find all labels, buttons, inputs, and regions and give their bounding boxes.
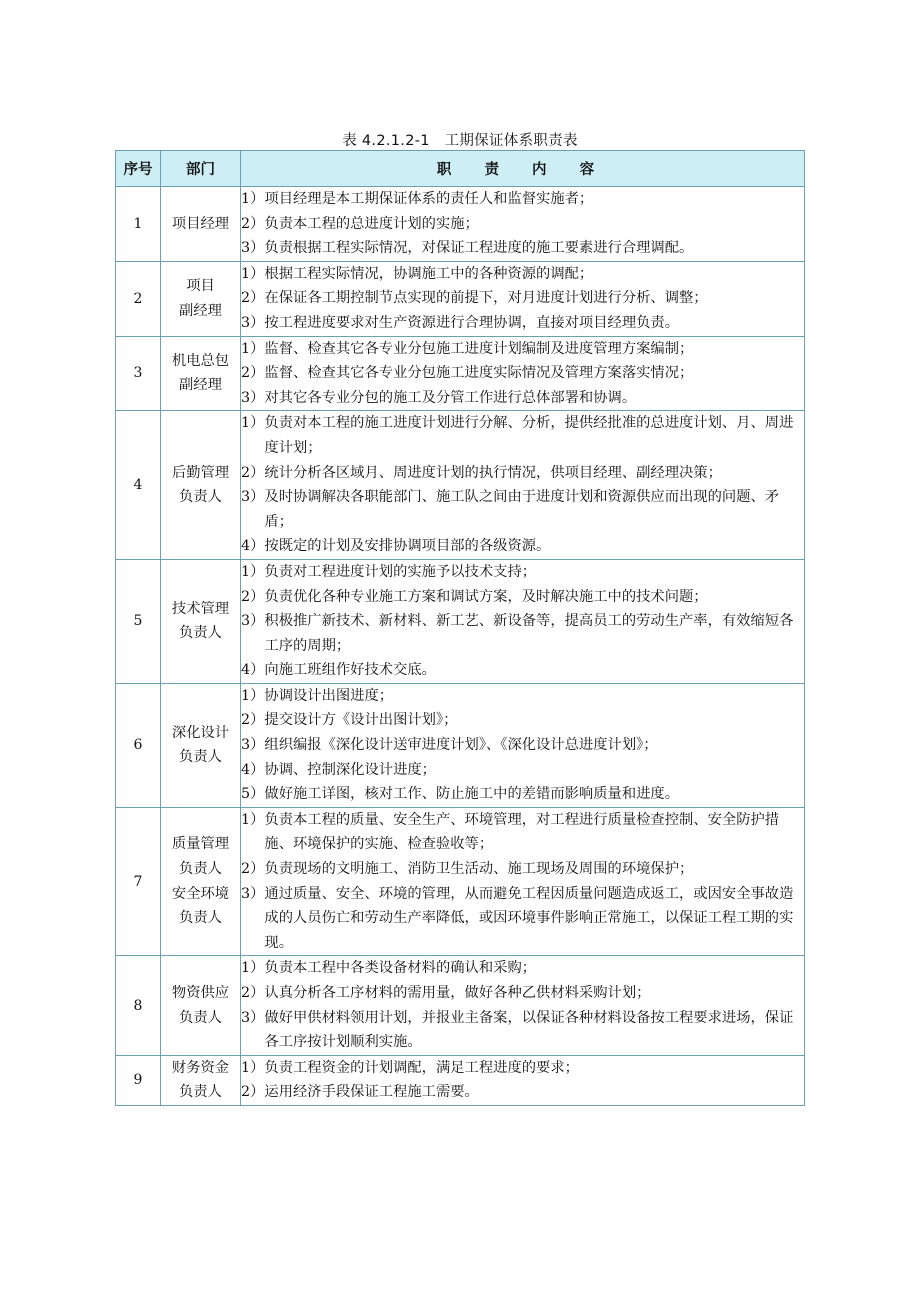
duty-item-number: 3） [241, 240, 265, 257]
duty-item-text: 根据工程实际情况，协调施工中的各种资源的调配； [264, 265, 594, 282]
duty-item-text: 负责工程资金的计划调配，满足工程进度的要求； [264, 1059, 579, 1076]
duty-item-number: 1） [241, 687, 265, 704]
duty-item [241, 808, 804, 857]
row-department [161, 336, 241, 411]
row-seq-number: 2 [116, 261, 161, 336]
duty-item [241, 658, 804, 683]
duty-item-text: 通过质量、安全、环境的管理，从而避免工程因质量问题造成返工，或因安全事故造成的人员伤亡和劳动生产率降低，或因环境事件影响正常施工，以保证工程工期的实现。 [264, 885, 794, 951]
department-line: 机电总包 [171, 352, 230, 369]
duty-item-number: 1） [241, 811, 265, 828]
department-line: 深化设计 [171, 724, 230, 741]
duty-item [241, 534, 804, 559]
duty-item [241, 782, 804, 807]
duty-item-number: 5） [241, 786, 265, 803]
duty-item [241, 262, 804, 287]
duty-item-text: 对其它各专业分包的施工及分管工作进行总体部署和协调。 [264, 389, 637, 406]
duty-item-number: 1） [241, 265, 265, 282]
department-line: 负责人 [179, 749, 222, 766]
department-line: 安全环境 [171, 885, 230, 902]
table-row [116, 261, 805, 336]
duty-item-text: 认真分析各工序材料的需用量，做好各种乙供材料采购计划； [264, 985, 651, 1001]
header-row [116, 151, 805, 187]
header-seq: 序号 [116, 151, 161, 187]
duty-item-text: 负责优化各种专业施工方案和调试方案，及时解决施工中的技术问题； [264, 588, 708, 605]
row-duties [241, 807, 805, 956]
department-line: 负责人 [179, 1084, 222, 1101]
duty-item-number: 1） [241, 960, 265, 977]
duty-item [241, 311, 804, 336]
duty-item [241, 1006, 804, 1055]
duty-item [241, 758, 804, 783]
row-seq-number: 7 [116, 807, 161, 956]
duty-item [241, 212, 804, 237]
duty-item-number: 3） [241, 885, 265, 902]
table-row [116, 1055, 805, 1105]
department-line: 技术管理 [171, 600, 230, 617]
duty-item-text: 负责本工程的质量、安全生产、环境管理，对工程进行质量检查控制、安全防护措施、环境保护的实施、检查验收等； [264, 811, 780, 853]
duty-item-text: 运用经济手段保证工程施工需要。 [264, 1084, 479, 1101]
duty-item [241, 882, 804, 956]
duty-item [241, 708, 804, 733]
duty-item-number: 2） [241, 215, 265, 232]
row-duties [241, 411, 805, 560]
duty-item-number: 3） [241, 613, 265, 630]
department-line: 项目经理 [171, 215, 230, 232]
duty-item [241, 461, 804, 486]
duty-item [241, 1080, 804, 1105]
row-department [161, 187, 241, 262]
duty-item-text: 负责对本工程的施工进度计划进行分解、分析，提供经批准的总进度计划、月、周进度计划； [264, 415, 794, 456]
row-department [161, 956, 241, 1055]
table-row [116, 807, 805, 956]
duty-item-text: 协调设计出图进度； [264, 687, 394, 704]
header-dept: 部门 [161, 151, 241, 187]
duty-item [241, 411, 804, 460]
duty-item [241, 733, 804, 758]
row-duties [241, 261, 805, 336]
duty-item [241, 386, 804, 411]
duty-item-number: 2） [241, 985, 265, 1001]
row-seq-number: 1 [116, 187, 161, 262]
duty-item-text: 负责本工程的总进度计划的实施； [264, 215, 479, 232]
department-line: 负责人 [179, 625, 222, 642]
row-department [161, 683, 241, 807]
row-seq-number: 5 [116, 559, 161, 683]
duty-item-text: 负责现场的文明施工、消防卫生活动、施工现场及周围的环境保护； [264, 861, 694, 878]
duty-item-text: 及时协调解决各职能部门、施工队之间由于进度计划和资源供应而出现的问题、矛盾； [264, 489, 780, 530]
duty-item [241, 981, 804, 1006]
department-line: 副经理 [179, 377, 222, 394]
department-line: 负责人 [179, 861, 222, 878]
table-row [116, 187, 805, 262]
duty-item-text: 在保证各工期控制节点实现的前提下，对月进度计划进行分析、调整； [264, 290, 708, 307]
duty-item-number: 3） [241, 389, 265, 406]
duty-item-number: 3） [241, 489, 265, 506]
duty-item-number: 2） [241, 464, 265, 481]
duty-item [241, 286, 804, 311]
duty-item [241, 609, 804, 658]
duty-item-text: 统计分析各区域月、周进度计划的执行情况，供项目经理、副经理决策； [264, 464, 722, 481]
table-header [116, 151, 805, 187]
department-line: 负责人 [179, 489, 222, 506]
row-department [161, 411, 241, 560]
duty-item [241, 1056, 804, 1081]
duty-item-number: 3） [241, 737, 265, 754]
department-line: 负责人 [179, 910, 222, 927]
duty-item [241, 857, 804, 882]
table-row [116, 956, 805, 1055]
table-body [116, 187, 805, 1106]
duty-item [241, 560, 804, 585]
duty-item [241, 485, 804, 534]
duty-item-number: 2） [241, 1084, 265, 1101]
duty-item-text: 负责根据工程实际情况，对保证工程进度的施工要素进行合理调配。 [264, 240, 694, 257]
duty-item-text: 做好施工详图，核对工作、防止施工中的差错而影响质量和进度。 [264, 786, 680, 803]
duty-item [241, 187, 804, 212]
duty-item-number: 1） [241, 191, 265, 207]
department-line: 后勤管理 [171, 464, 230, 481]
row-duties [241, 187, 805, 262]
header-content: 职 责 内 容 [241, 151, 805, 187]
duty-item [241, 684, 804, 709]
duty-item-text: 组织编报《深化设计送审进度计划》、《深化设计总进度计划》； [264, 737, 658, 754]
row-seq-number: 3 [116, 336, 161, 411]
duty-item-text: 按工程进度要求对生产资源进行合理协调，直接对项目经理负责。 [264, 314, 680, 331]
duty-item-number: 3） [241, 314, 265, 331]
duty-item-text: 监督、检查其它各专业分包施工进度实际情况及管理方案落实情况； [264, 365, 694, 382]
table-row [116, 411, 805, 560]
table-caption: 表 4.2.1.2-1 工期保证体系职责表 [342, 133, 578, 149]
row-duties [241, 336, 805, 411]
table-row [116, 683, 805, 807]
duty-item-text: 积极推广新技术、新材料、新工艺、新设备等，提高员工的劳动生产率，有效缩短各工序的周期； [264, 613, 794, 654]
duty-item-text: 协调、控制深化设计进度； [264, 761, 436, 778]
duty-item-number: 2） [241, 712, 265, 729]
row-seq-number: 8 [116, 956, 161, 1055]
row-department [161, 807, 241, 956]
duty-item-number: 1） [241, 1059, 265, 1076]
duty-item-number: 4） [241, 761, 265, 778]
row-duties [241, 956, 805, 1055]
department-line: 副经理 [179, 302, 222, 319]
department-line: 项目 [186, 278, 215, 295]
row-duties [241, 559, 805, 683]
duty-item-number: 2） [241, 588, 265, 605]
duty-table [115, 150, 805, 1106]
row-department [161, 559, 241, 683]
duty-item-number: 2） [241, 365, 265, 382]
duty-item [241, 236, 804, 261]
duty-item [241, 585, 804, 610]
department-line: 质量管理 [171, 836, 230, 853]
row-department [161, 261, 241, 336]
row-seq-number: 4 [116, 411, 161, 560]
duty-item-number: 4） [241, 662, 265, 679]
duty-item-number: 4） [241, 538, 265, 555]
duty-item-number: 1） [241, 563, 265, 580]
row-seq-number: 6 [116, 683, 161, 807]
duty-item-text: 监督、检查其它各专业分包施工进度计划编制及进度管理方案编制； [264, 340, 694, 357]
department-line: 财务资金 [171, 1059, 230, 1076]
duty-item-number: 1） [241, 415, 265, 432]
duty-item-text: 负责本工程中各类设备材料的确认和采购； [264, 960, 537, 977]
duty-item-text: 做好甲供材料领用计划，并报业主备案，以保证各种材料设备按工程要求进场，保证各工序按计划顺利实施。 [264, 1009, 794, 1051]
duty-item [241, 956, 804, 981]
row-duties [241, 1055, 805, 1105]
duty-item [241, 361, 804, 386]
department-line: 负责人 [179, 1009, 222, 1026]
duty-item-number: 2） [241, 861, 265, 878]
duty-item-text: 向施工班组作好技术交底。 [264, 662, 436, 679]
duty-item-number: 3） [241, 1009, 265, 1026]
table-row [116, 559, 805, 683]
duty-item-number: 2） [241, 290, 265, 307]
duty-item-number: 1） [241, 340, 265, 357]
row-duties [241, 683, 805, 807]
table-row [116, 336, 805, 411]
duty-item-text: 按既定的计划及安排协调项目部的各级资源。 [264, 538, 551, 555]
duty-item-text: 提交设计方《设计出图计划》； [264, 712, 458, 729]
duty-item-text: 负责对工程进度计划的实施予以技术支持； [264, 563, 537, 580]
department-line: 物资供应 [171, 985, 230, 1001]
duty-item-text: 项目经理是本工期保证体系的责任人和监督实施者； [264, 191, 594, 207]
row-department [161, 1055, 241, 1105]
duty-item [241, 337, 804, 362]
row-seq-number: 9 [116, 1055, 161, 1105]
